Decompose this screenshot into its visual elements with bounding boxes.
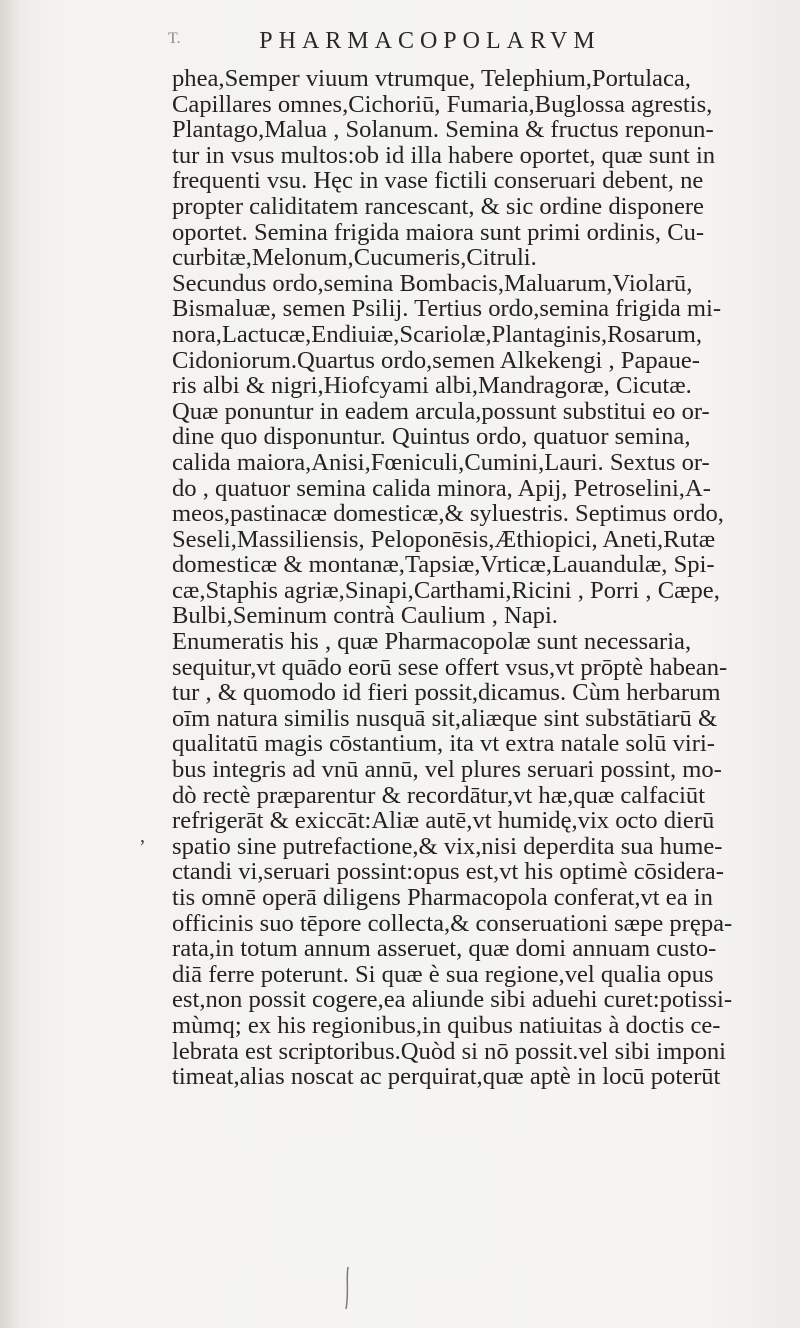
text-line: spatio sine putrefactione,& vix,nisi deperdita sua hume-	[172, 833, 723, 860]
text-line: phea,Semper viuum vtrumque, Telephium,Portulaca,	[172, 66, 691, 92]
text-line: Enumeratis his , quæ Pharmacopolæ sunt necessaria,	[172, 629, 692, 655]
text-line: frequenti vsu. Hęc in vase fictili conseruari debent, ne	[172, 168, 704, 194]
text-line: dò rectè præparentur & recordātur,vt hæ,quæ calfaciūt	[172, 782, 706, 809]
text-line: tis omnē operā diligens Pharmacopola conferat,vt ea in	[172, 885, 713, 911]
text-line: sequitur,vt quādo eorū sese offert vsus,vt prōptè habean-	[172, 654, 728, 681]
text-line: Bulbi,Seminum contrà Caulium , Napi.	[172, 603, 558, 630]
page-spine-shadow	[0, 0, 22, 1328]
running-title: PHARMACOPOLARVM	[259, 28, 601, 54]
body-text	[172, 66, 790, 1090]
text-line: Cidoniorum.Quartus ordo,semen Alkekengi , Papaue-	[172, 347, 700, 374]
text-line: cæ,Staphis agriæ,Sinapi,Carthami,Ricini , Porri , Cæpe,	[172, 577, 720, 604]
text-line: Bismaluæ, semen Psilij. Tertius ordo,semina frigida mi-	[172, 296, 722, 322]
text-line: propter caliditatem rancescant, & sic ordine disponere	[172, 193, 704, 220]
text-line: qualitatū magis cōstantium, ita vt extra natale solū viri-	[172, 731, 715, 758]
text-line: mùmq; ex his regionibus,in quibus natiuitas à doctis ce-	[172, 1012, 721, 1039]
text-line: nora,Lactucæ,Endiuiæ,Scariolæ,Plantaginis,Rosarum,	[172, 321, 703, 348]
text-line: bus integris ad vnū annū, vel plures seruari possint, mo-	[172, 757, 722, 783]
text-line: do , quatuor semina calida minora, Apij, Petroselini,A-	[172, 475, 711, 502]
text-line: Quæ ponuntur in eadem arcula,possunt substitui eo or-	[172, 398, 710, 425]
text-line: curbitæ,Melonum,Cucumeris,Citruli.	[172, 245, 537, 271]
text-line: tur , & quomodo id fieri possit,dicamus. Cùm herbarum	[172, 680, 721, 706]
text-line: ris albi & nigri,Hiofcyami albi,Mandragoræ, Cicutæ.	[172, 373, 692, 399]
text-line: Secundus ordo,semina Bombacis,Maluarum,Violarū,	[172, 270, 693, 297]
text-line: est,non possit cogere,ea aliunde sibi aduehi curet:potissi-	[172, 987, 733, 1013]
text-line: officinis suo tēpore collecta,& conseruationi sæpe prępa-	[172, 910, 733, 937]
text-line: lebrata est scriptoribus.Quòd si nō possit.vel sibi imponi	[172, 1038, 726, 1065]
text-line: domesticæ & montanæ,Tapsiæ,Vrticæ,Lauandulæ, Spi-	[172, 552, 715, 578]
text-line: calida maiora,Anisi,Fœniculi,Cumini,Lauri. Sextus or-	[172, 449, 710, 476]
margin-mark: ,	[140, 825, 145, 847]
text-line: Plantago,Malua , Solanum. Semina & fructus reponun-	[172, 117, 714, 143]
text-line: oīm natura similis nusquā sit,aliæque sint substātiarū &	[172, 705, 718, 732]
text-line: rata,in totum annum asseruet, quæ domi annuam custo-	[172, 936, 717, 962]
bottom-ink-mark	[340, 1265, 354, 1311]
corner-mark: T.	[168, 30, 181, 47]
text-line: dine quo disponuntur. Quintus ordo, quatuor semina,	[172, 424, 691, 450]
text-line: ctandi vi,seruari possint:opus est,vt his optimè cōsidera-	[172, 859, 724, 885]
text-line: refrigerāt & exiccāt:Aliæ autē,vt humidę,vix octo dierū	[172, 808, 715, 834]
text-line: oportet. Semina frigida maiora sunt primi ordinis, Cu-	[172, 219, 705, 246]
text-line: Capillares omnes,Cichoriū, Fumaria,Buglossa agrestis,	[172, 91, 713, 118]
text-line: meos,pastinacæ domesticæ,& syluestris. Septimus ordo,	[172, 501, 724, 527]
text-line: timeat,alias noscat ac perquirat,quæ aptè in locū poterūt	[172, 1064, 721, 1090]
text-line: Seseli,Massiliensis, Peloponēsis,Æthiopici, Aneti,Rutæ	[172, 526, 716, 553]
text-line: diā ferre poterunt. Si quæ è sua regione,vel qualia opus	[172, 961, 714, 988]
text-line: tur in vsus multos:ob id illa habere oportet, quæ sunt in	[172, 142, 716, 169]
